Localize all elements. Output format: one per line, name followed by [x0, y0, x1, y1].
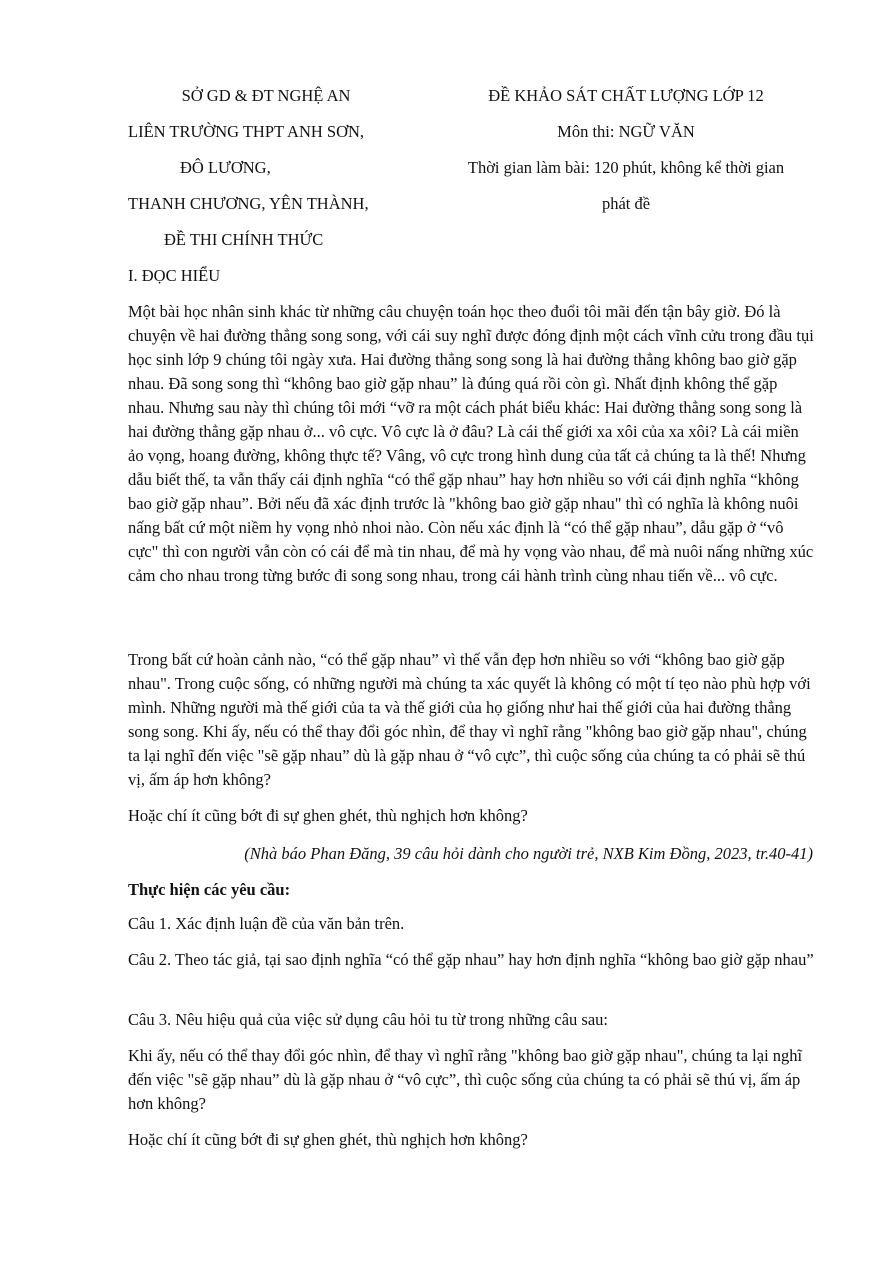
school-name-line1: LIÊN TRƯỜNG THPT ANH SƠN, — [128, 122, 365, 141]
question-3: Câu 3. Nêu hiệu quả của việc sử dụng câu hỏi tu từ trong những câu sau: — [128, 1010, 609, 1029]
exam-title: ĐỀ KHẢO SÁT CHẤT LƯỢNG LỚP 12 — [488, 86, 764, 105]
tasks-heading: Thực hiện các yêu cầu: — [128, 880, 291, 899]
exam-duration-cont: phát đề — [601, 194, 651, 213]
question-3-quote-1: Khi ấy, nếu có thể thay đổi góc nhìn, để thay vì nghĩ rằng "không bao giờ gặp nhau", chúng ta lại nghĩ đến việc "sẽ gặp nhau” dù là gặp nhau ở “vô cực”, thì cuộc sống của chúng ta có phải sẽ thú vị, ấm áp hơn không? — [128, 1046, 803, 1113]
section-title: I. ĐỌC HIỂU — [128, 266, 221, 285]
passage-paragraph-2: Trong bất cứ hoàn cảnh nào, “có thể gặp nhau” vì thế vẫn đẹp hơn nhiều so với “không bao giờ gặp nhau". Trong cuộc sống, có những người mà chúng ta xác quyết là không có một tí tẹo nào phù hợp với mình. Những người mà thế giới của ta và thế giới của họ giống như hai thế giới của hai đường thẳng song song. Khi ấy, nếu có thể thay đổi góc nhìn, để thay vì nghĩ rằng "không bao giờ gặp nhau", chúng ta lại nghĩ đến việc "sẽ gặp nhau” dù là gặp nhau ở “vô cực”, thì cuộc sống của chúng ta có phải sẽ thú vị, ấm áp hơn không? — [128, 650, 811, 789]
passage-source: (Nhà báo Phan Đăng, 39 câu hỏi dành cho người trẻ, NXB Kim Đồng, 2023, tr.40-41) — [244, 844, 813, 863]
department-name: SỞ GD & ĐT NGHỆ AN — [181, 86, 351, 105]
passage-paragraph-3: Hoặc chí ít cũng bớt đi sự ghen ghét, thù nghịch hơn không? — [128, 806, 528, 825]
passage-paragraph-1: Một bài học nhân sinh khác từ những câu chuyện toán học theo đuổi tôi mãi đến tận bây giờ. Đó là chuyện về hai đường thẳng song song, với cái suy nghĩ được đóng định một cách vĩnh cửu trong đầu tụi học sinh lớp 9 chúng tôi ngày xưa. Hai đường thẳng song song là hai đường thẳng không bao giờ gặp nhau. Đã song song thì “không bao giờ gặp nhau” là đúng quá rồi còn gì. Nhất định không thể gặp nhau. Nhưng sau này thì chúng tôi mới “vỡ ra một cách phát biểu khác: Hai đường thẳng song song là hai đường thẳng gặp nhau ở... vô cực. Vô cực là ở đâu? Là cái thế giới xa xôi của xa xôi? Là cái miền ảo vọng, hoang đường, không thực tế? Vâng, vô cực trong hình dung của tất cả chúng ta là thế! Nhưng dẫu biết thế, ta vẫn thấy cái định nghĩa “có thể gặp nhau” hay hơn nhiều so với cái định nghĩa “không bao giờ gặp nhau”. Bởi nếu đã xác định trước là "không bao giờ gặp nhau" thì có nghĩa là không nuôi nấng bất cứ một niềm hy vọng nhỏ nhoi nào. Còn nếu xác định là “có thể gặp nhau”, dẫu gặp ở “vô cực" thì con người vẫn còn có cái để mà tin nhau, để mà hy vọng vào nhau, để mà nuôi nấng những xúc cảm cho nhau trong từng bước đi song song nhau, trong cái hành trình cùng nhau tiến về... vô cực. — [128, 302, 814, 585]
question-2: Câu 2. Theo tác giả, tại sao định nghĩa “có thể gặp nhau” hay hơn định nghĩa “không bao giờ gặp nhau” — [128, 950, 814, 969]
exam-subject: Môn thi: NGỮ VĂN — [557, 122, 695, 141]
official-exam-label: ĐỀ THI CHÍNH THỨC — [164, 230, 324, 249]
exam-duration: Thời gian làm bài: 120 phút, không kể thời gian — [467, 158, 785, 177]
school-name-line3: THANH CHƯƠNG, YÊN THÀNH, — [128, 194, 369, 213]
question-3-quote-2: Hoặc chí ít cũng bớt đi sự ghen ghét, thù nghịch hơn không? — [128, 1130, 528, 1149]
school-name-line2: ĐÔ LƯƠNG, — [180, 158, 271, 177]
question-1: Câu 1. Xác định luận đề của văn bản trên. — [128, 914, 405, 933]
